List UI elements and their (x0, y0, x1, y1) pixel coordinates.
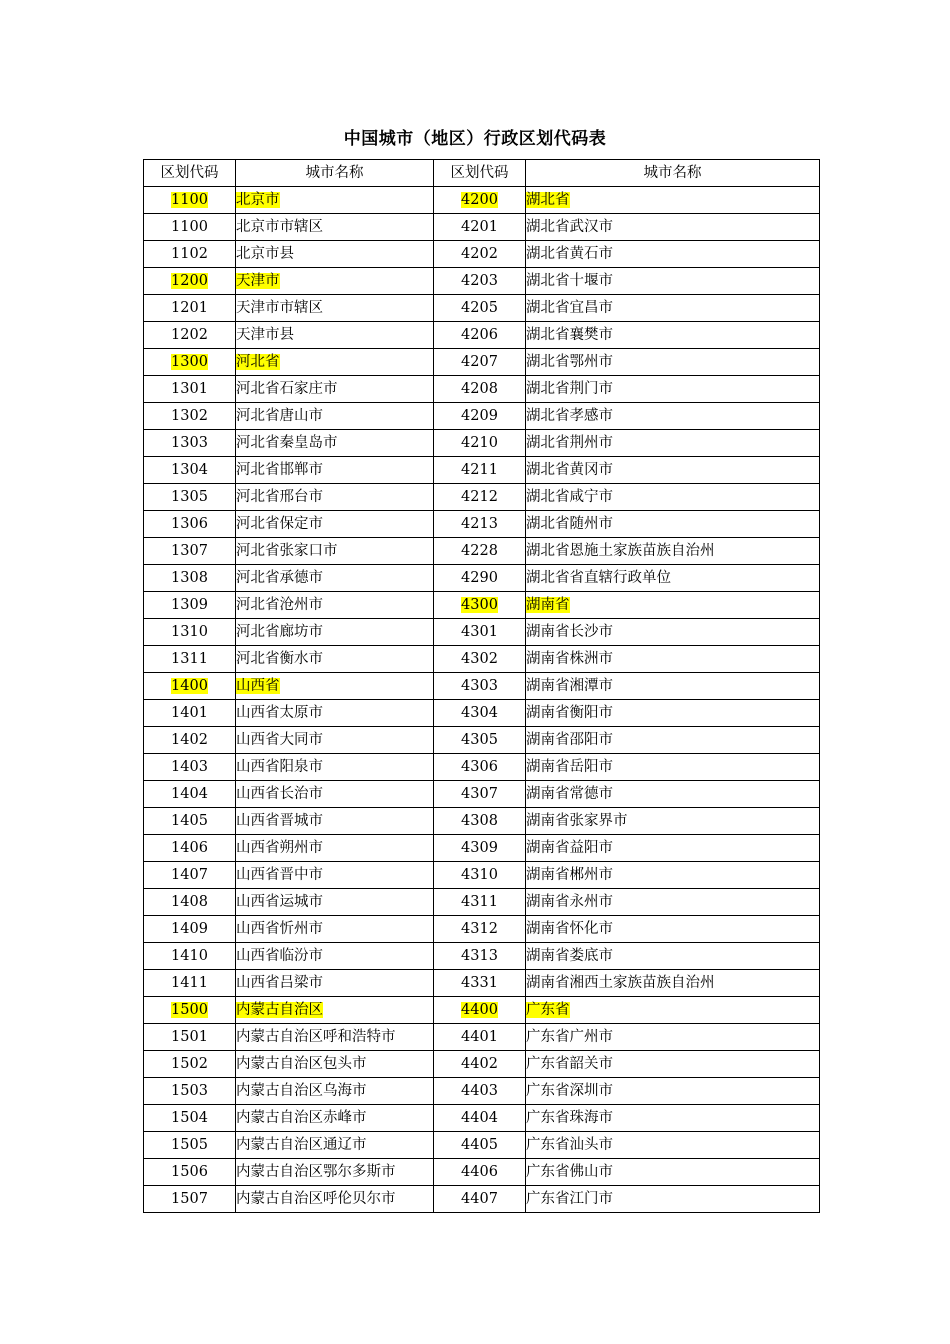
city-name-cell: 河北省保定市 (236, 516, 323, 532)
header-code-left: 区划代码 (144, 160, 236, 187)
city-name-cell: 北京市 (236, 192, 280, 208)
region-code-cell: 4202 (461, 246, 498, 262)
region-code-cell: 4400 (461, 1002, 498, 1018)
city-name-cell: 广东省韶关市 (526, 1056, 613, 1072)
header-name-right: 城市名称 (526, 160, 820, 187)
table-row (144, 1105, 820, 1132)
region-code-cell: 4300 (461, 597, 498, 613)
table-row (144, 646, 820, 673)
region-code-cell: 4201 (461, 219, 498, 235)
city-name-cell: 河北省石家庄市 (236, 381, 338, 397)
table-row (144, 943, 820, 970)
region-code-cell: 4312 (461, 921, 498, 937)
table-row (144, 1186, 820, 1213)
region-code-cell: 4212 (461, 489, 498, 505)
region-code-cell: 1302 (171, 408, 208, 424)
city-name-cell: 广东省广州市 (526, 1029, 613, 1045)
region-code-cell: 4213 (461, 516, 498, 532)
region-code-cell: 1404 (171, 786, 208, 802)
city-name-cell: 湖南省益阳市 (526, 840, 613, 856)
city-name-cell: 内蒙古自治区呼伦贝尔市 (236, 1191, 396, 1207)
table-row (144, 349, 820, 376)
region-code-cell: 1308 (171, 570, 208, 586)
page-title: 中国城市（地区）行政区划代码表 (343, 129, 607, 149)
region-code-cell: 4309 (461, 840, 498, 856)
city-name-cell: 河北省唐山市 (236, 408, 323, 424)
city-name-cell: 湖北省十堰市 (526, 273, 613, 289)
city-name-cell: 山西省大同市 (236, 732, 323, 748)
header-name-left: 城市名称 (236, 160, 434, 187)
table-row (144, 484, 820, 511)
region-code-cell: 1405 (171, 813, 208, 829)
region-code-cell: 4307 (461, 786, 498, 802)
city-name-cell: 湖南省湘潭市 (526, 678, 613, 694)
city-name-cell: 湖南省娄底市 (526, 948, 613, 964)
city-name-cell: 广东省汕头市 (526, 1137, 613, 1153)
region-code-cell: 1506 (171, 1164, 208, 1180)
region-code-cell: 1507 (171, 1191, 208, 1207)
city-name-cell: 湖南省衡阳市 (526, 705, 613, 721)
region-code-cell: 1100 (171, 192, 208, 208)
region-code-cell: 4228 (461, 543, 498, 559)
city-name-cell: 湖南省 (526, 597, 570, 613)
region-code-cell: 1201 (171, 300, 208, 316)
region-code-cell: 1303 (171, 435, 208, 451)
region-code-cell: 4331 (461, 975, 498, 991)
region-code-cell: 4303 (461, 678, 498, 694)
region-code-cell: 1202 (171, 327, 208, 343)
region-code-cell: 1501 (171, 1029, 208, 1045)
city-name-cell: 湖北省恩施土家族苗族自治州 (526, 543, 715, 559)
city-name-cell: 河北省邢台市 (236, 489, 323, 505)
region-code-cell: 1309 (171, 597, 208, 613)
region-code-cell: 1305 (171, 489, 208, 505)
region-code-cell: 4403 (461, 1083, 498, 1099)
city-name-cell: 湖北省荆门市 (526, 381, 613, 397)
table-row (144, 835, 820, 862)
city-name-cell: 广东省佛山市 (526, 1164, 613, 1180)
city-name-cell: 天津市 (236, 273, 280, 289)
table-row (144, 619, 820, 646)
city-name-cell: 山西省临汾市 (236, 948, 323, 964)
region-code-cell: 4206 (461, 327, 498, 343)
region-code-cell: 1304 (171, 462, 208, 478)
region-code-cell: 4290 (461, 570, 498, 586)
table-row (144, 916, 820, 943)
region-code-cell: 1306 (171, 516, 208, 532)
city-name-cell: 内蒙古自治区通辽市 (236, 1137, 367, 1153)
table-row (144, 403, 820, 430)
region-code-cell: 1407 (171, 867, 208, 883)
city-name-cell: 广东省 (526, 1002, 570, 1018)
city-name-cell: 湖南省怀化市 (526, 921, 613, 937)
city-name-cell: 湖北省黄石市 (526, 246, 613, 262)
city-name-cell: 河北省 (236, 354, 280, 370)
city-name-cell: 山西省运城市 (236, 894, 323, 910)
region-code-cell: 1503 (171, 1083, 208, 1099)
city-name-cell: 河北省邯郸市 (236, 462, 323, 478)
city-name-cell: 湖北省宜昌市 (526, 300, 613, 316)
region-code-cell: 4209 (461, 408, 498, 424)
city-name-cell: 山西省忻州市 (236, 921, 323, 937)
table-row (144, 1159, 820, 1186)
region-code-cell: 4207 (461, 354, 498, 370)
city-name-cell: 湖北省咸宁市 (526, 489, 613, 505)
region-code-cell: 4200 (461, 192, 498, 208)
region-code-cell: 4208 (461, 381, 498, 397)
table-row (144, 781, 820, 808)
region-code-cell: 1301 (171, 381, 208, 397)
header-code-right: 区划代码 (434, 160, 526, 187)
region-code-cell: 1409 (171, 921, 208, 937)
city-name-cell: 天津市县 (236, 327, 294, 343)
city-name-cell: 湖南省湘西土家族苗族自治州 (526, 975, 715, 991)
city-name-cell: 内蒙古自治区赤峰市 (236, 1110, 367, 1126)
region-code-cell: 4402 (461, 1056, 498, 1072)
region-code-cell: 4308 (461, 813, 498, 829)
city-name-cell: 湖南省株洲市 (526, 651, 613, 667)
table-row (144, 295, 820, 322)
table-row (144, 565, 820, 592)
region-code-cell: 1500 (171, 1002, 208, 1018)
city-name-cell: 内蒙古自治区乌海市 (236, 1083, 367, 1099)
city-name-cell: 山西省吕梁市 (236, 975, 323, 991)
table-row (144, 997, 820, 1024)
city-name-cell: 湖北省随州市 (526, 516, 613, 532)
city-name-cell: 湖北省孝感市 (526, 408, 613, 424)
table-row (144, 187, 820, 214)
region-code-cell: 4306 (461, 759, 498, 775)
city-name-cell: 湖南省郴州市 (526, 867, 613, 883)
region-code-cell: 1504 (171, 1110, 208, 1126)
city-name-cell: 山西省晋城市 (236, 813, 323, 829)
table-row (144, 511, 820, 538)
table-row (144, 376, 820, 403)
region-code-cell: 1400 (171, 678, 208, 694)
city-name-cell: 湖北省黄冈市 (526, 462, 613, 478)
region-code-cell: 1410 (171, 948, 208, 964)
table-body (144, 187, 820, 1213)
table-row (144, 727, 820, 754)
city-name-cell: 河北省秦皇岛市 (236, 435, 338, 451)
table-row (144, 592, 820, 619)
region-code-cell: 1102 (171, 246, 208, 262)
region-code-cell: 4404 (461, 1110, 498, 1126)
table-row (144, 268, 820, 295)
region-code-cell: 1200 (171, 273, 208, 289)
region-code-cell: 1411 (171, 975, 208, 991)
city-name-cell: 湖北省襄樊市 (526, 327, 613, 343)
region-code-cell: 4313 (461, 948, 498, 964)
table-row (144, 673, 820, 700)
table-row (144, 754, 820, 781)
table-row (144, 700, 820, 727)
city-name-cell: 河北省承德市 (236, 570, 323, 586)
table-row (144, 970, 820, 997)
city-name-cell: 湖南省岳阳市 (526, 759, 613, 775)
table-row (144, 214, 820, 241)
city-name-cell: 广东省江门市 (526, 1191, 613, 1207)
city-name-cell: 湖南省永州市 (526, 894, 613, 910)
city-name-cell: 内蒙古自治区包头市 (236, 1056, 367, 1072)
region-code-cell: 1100 (171, 219, 208, 235)
city-name-cell: 天津市市辖区 (236, 300, 323, 316)
city-name-cell: 湖北省 (526, 192, 570, 208)
city-name-cell: 湖北省鄂州市 (526, 354, 613, 370)
region-code-cell: 1505 (171, 1137, 208, 1153)
city-name-cell: 湖南省常德市 (526, 786, 613, 802)
table-row (144, 889, 820, 916)
table-row (144, 241, 820, 268)
region-code-cell: 1307 (171, 543, 208, 559)
region-code-cell: 4407 (461, 1191, 498, 1207)
region-code-cell: 1300 (171, 354, 208, 370)
city-name-cell: 山西省阳泉市 (236, 759, 323, 775)
city-name-cell: 河北省廊坊市 (236, 624, 323, 640)
region-code-cell: 1403 (171, 759, 208, 775)
city-name-cell: 内蒙古自治区 (236, 1002, 323, 1018)
region-code-cell: 1311 (171, 651, 208, 667)
region-code-cell: 4304 (461, 705, 498, 721)
table-row (144, 1024, 820, 1051)
city-name-cell: 河北省沧州市 (236, 597, 323, 613)
city-name-cell: 湖北省省直辖行政单位 (526, 570, 671, 586)
region-code-cell: 4310 (461, 867, 498, 883)
city-name-cell: 山西省 (236, 678, 280, 694)
city-name-cell: 内蒙古自治区鄂尔多斯市 (236, 1164, 396, 1180)
region-code-cell: 1401 (171, 705, 208, 721)
region-code-cell: 1408 (171, 894, 208, 910)
region-code-cell: 4405 (461, 1137, 498, 1153)
city-name-cell: 广东省深圳市 (526, 1083, 613, 1099)
region-code-cell: 1310 (171, 624, 208, 640)
region-code-cell: 4301 (461, 624, 498, 640)
table-row (144, 538, 820, 565)
city-name-cell: 湖北省武汉市 (526, 219, 613, 235)
city-name-cell: 河北省张家口市 (236, 543, 338, 559)
city-name-cell: 湖南省长沙市 (526, 624, 613, 640)
region-code-cell: 1502 (171, 1056, 208, 1072)
city-name-cell: 北京市县 (236, 246, 294, 262)
table-row (144, 322, 820, 349)
city-name-cell: 广东省珠海市 (526, 1110, 613, 1126)
table-row (144, 430, 820, 457)
city-name-cell: 湖北省荆州市 (526, 435, 613, 451)
region-code-cell: 4406 (461, 1164, 498, 1180)
region-code-table (143, 159, 820, 1213)
city-name-cell: 山西省朔州市 (236, 840, 323, 856)
region-code-cell: 4311 (461, 894, 498, 910)
table-row (144, 808, 820, 835)
region-code-cell: 1406 (171, 840, 208, 856)
city-name-cell: 河北省衡水市 (236, 651, 323, 667)
region-code-cell: 4205 (461, 300, 498, 316)
region-code-cell: 4302 (461, 651, 498, 667)
table-row (144, 1132, 820, 1159)
table-row (144, 862, 820, 889)
city-name-cell: 山西省太原市 (236, 705, 323, 721)
city-name-cell: 内蒙古自治区呼和浩特市 (236, 1029, 396, 1045)
region-code-cell: 4211 (461, 462, 498, 478)
table-row (144, 1078, 820, 1105)
city-name-cell: 山西省长治市 (236, 786, 323, 802)
city-name-cell: 北京市市辖区 (236, 219, 323, 235)
city-name-cell: 湖南省邵阳市 (526, 732, 613, 748)
city-name-cell: 湖南省张家界市 (526, 813, 628, 829)
region-code-cell: 1402 (171, 732, 208, 748)
region-code-cell: 4305 (461, 732, 498, 748)
city-name-cell: 山西省晋中市 (236, 867, 323, 883)
region-code-cell: 4401 (461, 1029, 498, 1045)
region-code-cell: 4203 (461, 273, 498, 289)
table-row (144, 457, 820, 484)
region-code-cell: 4210 (461, 435, 498, 451)
table-header-row (144, 160, 820, 187)
table-row (144, 1051, 820, 1078)
